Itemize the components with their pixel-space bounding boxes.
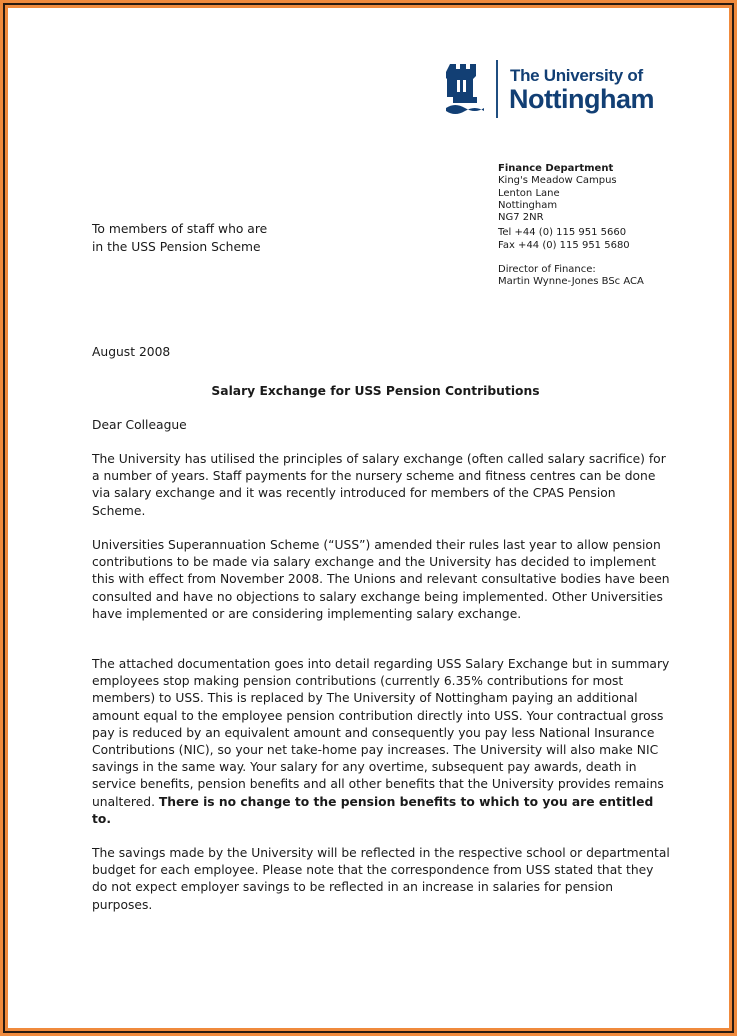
recipient-block: [92, 220, 267, 256]
paragraph-text: The savings made by the University will be reflected in the respective school or departmental budget for each employee. Please note that the correspondence from USS stated that they do not expect employer savings to be reflected in an increase in salaries for pension purposes.: [92, 846, 670, 912]
sender-address: [498, 163, 644, 289]
logo-divider: [496, 60, 498, 118]
logo-text-line2: Nottingham: [509, 84, 654, 114]
body-paragraph: [92, 845, 672, 914]
address-line: NG7 2NR: [498, 212, 544, 224]
director-title: Director of Finance:: [498, 264, 596, 276]
address-line: Nottingham: [498, 199, 558, 211]
paragraph-text: The University has utilised the principles of salary exchange (often called salary sacrifice) for a number of years. Staff payments for the nursery scheme and fitness centres can be done via salary exchange and it was recently introduced for members of the CPAS Pension Scheme.: [92, 452, 666, 518]
castle-crest-icon: [446, 62, 484, 116]
paragraph-text: Universities Superannuation Scheme (“USS”) amended their rules last year to allow pension contributions to be made via salary exchange and the University has decided to implement this with effect from November 2008. The Unions and relevant consultative bodies have been consulted and have no objections to salary exchange being implemented. Other Universities have implemented or are considering implementing salary exchange.: [92, 538, 670, 621]
letter-date: August 2008: [92, 345, 171, 359]
paragraph-text-normal: The attached documentation goes into detail regarding USS Salary Exchange but in summary employees stop making pension contributions (currently 6.35% contributions for most members) to USS. This is replaced by The University of Nottingham paying an additional amount equal to the employee pension contribution directly into USS. Your contractual gross pay is reduced by an equivalent amount and consequently you pay less National Insurance Contributions (NIC), so your net take-home pay increases. The University will also make NIC savings in the same way. Your salary for any overtime, subsequent pay awards, death in service benefits, pension benefits and all other benefits that the University provides remains unaltered.: [92, 657, 670, 809]
body-paragraph: [92, 656, 672, 828]
fax: Fax +44 (0) 115 951 5680: [498, 239, 630, 251]
department-name: Finance Department: [498, 163, 614, 174]
address-line: Lenton Lane: [498, 187, 560, 199]
address-line: King's Meadow Campus: [498, 175, 617, 187]
paragraph-text-emphasis: There is no change to the pension benefits to which to you are entitled to.: [92, 794, 654, 826]
letter-subject: Salary Exchange for USS Pension Contributions: [211, 384, 540, 398]
logo-text-line1: The University of: [510, 66, 643, 85]
recipient-line: To members of staff who are: [92, 222, 268, 236]
salutation: Dear Colleague: [92, 418, 187, 432]
director-name: Martin Wynne-Jones BSc ACA: [498, 276, 644, 288]
recipient-line: in the USS Pension Scheme: [92, 240, 261, 254]
telephone: Tel +44 (0) 115 951 5660: [498, 227, 627, 239]
body-paragraph: [92, 537, 672, 623]
body-paragraph: [92, 451, 672, 520]
paragraph-text: [92, 656, 672, 828]
